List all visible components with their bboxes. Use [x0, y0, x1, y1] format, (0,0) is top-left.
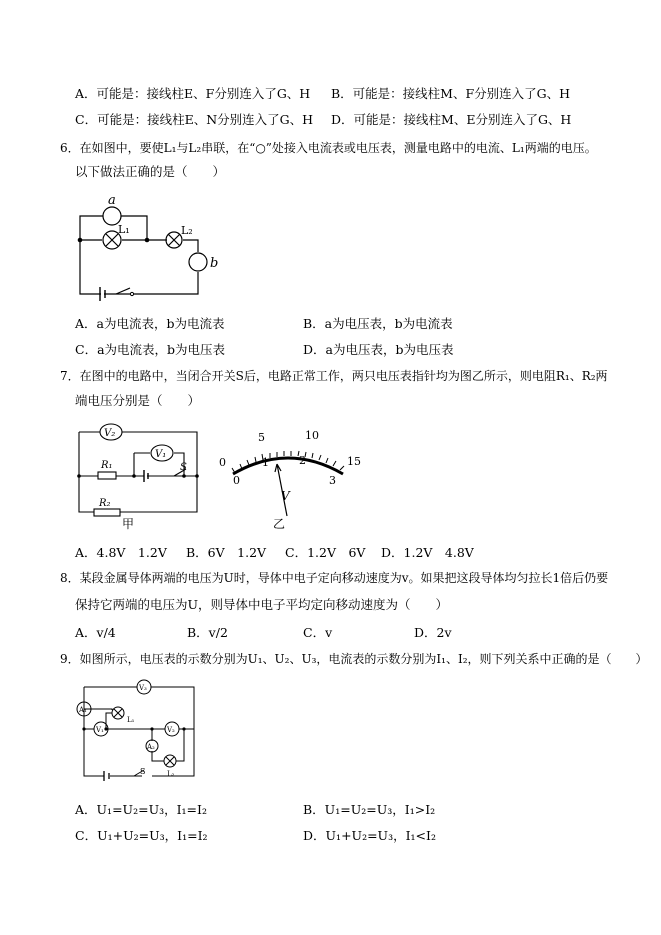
q5-option-d: D．可能是：接线柱M、E分别连入了G、H: [331, 112, 572, 127]
q6-circuit-figure: [70, 190, 220, 300]
q8-option-a: A．v/4: [75, 625, 116, 640]
q8-option-c: C．v: [303, 625, 333, 640]
q9-circuit-figure: [72, 676, 202, 786]
q9-label-v1: V₁: [96, 726, 104, 734]
q6-label-b: b: [210, 256, 219, 271]
q7-stem-line2: 端电压分别是（ ）: [75, 393, 201, 408]
q8-option-b: B．v/2: [187, 625, 228, 640]
q6-stem-line1: 6．在如图中，要使L₁与L₂串联，在“○”处接入电流表或电压表，测量电路中的电流、L₁两端的电压。: [60, 141, 597, 155]
q7-option-d: D．1.2V 4.8V: [381, 545, 474, 560]
q7-label-v1: V₁: [155, 449, 167, 460]
q6-stem-line2: 以下做法正确的是（ ）: [75, 164, 226, 179]
q9-option-a: A．U₁=U₂=U₃，I₁=I₂: [75, 802, 207, 817]
q7-label-r1: R₁: [101, 460, 113, 471]
q5-option-b: B．可能是：接线柱M、F分别连入了G、H: [331, 86, 571, 101]
q7-scale-bottom-3: 3: [329, 474, 336, 487]
q6-option-d: D．a为电压表，b为电压表: [303, 342, 454, 357]
q5-option-a: A．可能是：接线柱E、F分别连入了G、H: [75, 86, 311, 101]
q9-option-b: B．U₁=U₂=U₃，I₁>I₂: [303, 802, 436, 817]
q7-stem-line1: 7．在图中的电路中，当闭合开关S后，电路正常工作，两只电压表指针均为图乙所示，则电阻R₁、R₂两: [60, 369, 608, 383]
q9-label-l2: L₂: [167, 770, 175, 778]
q7-label-s: S: [180, 462, 187, 473]
q7-option-c: C．1.2V 6V: [285, 545, 366, 560]
q8-stem-line2: 保持它两端的电压为U，则导体中电子平均定向移动速度为（ ）: [75, 597, 449, 612]
q9-label-s: S: [140, 767, 146, 776]
q7-scale-top-0: 0: [219, 456, 226, 469]
q9-label-v2: V₂: [167, 726, 175, 734]
q6-option-b: B．a为电压表，b为电流表: [303, 316, 453, 331]
q9-label-a1: A₁: [79, 706, 87, 714]
q7-label-r2: R₂: [99, 498, 111, 509]
q7-scale-bottom-2: 2: [299, 454, 306, 467]
q9-stem-line1: 9．如图所示，电压表的示数分别为U₁、U₂、U₃，电流表的示数分别为I₁、I₂，则下列关系中正确的是（ ）: [60, 652, 648, 666]
q9-label-v3: V₃: [139, 684, 147, 692]
q7-label-v2: V₂: [104, 428, 116, 439]
q7-circuit-figure-jia: [74, 420, 204, 535]
q7-scale-bottom-1: 1: [262, 456, 269, 469]
q7-caption-jia: 甲: [122, 517, 135, 531]
q7-option-a: A．4.8V 1.2V: [75, 545, 167, 560]
q5-option-c: C．可能是：接线柱E、N分别连入了G、H: [75, 112, 314, 127]
q7-caption-yi: 乙: [273, 517, 286, 531]
q7-scale-bottom-0: 0: [233, 474, 240, 487]
q8-stem-line1: 8．某段金属导体两端的电压为U时，导体中电子定向移动速度为v。如果把这段导体均匀拉长1倍后仍要: [60, 571, 609, 585]
q6-option-a: A．a为电流表，b为电流表: [75, 316, 225, 331]
q6-option-c: C．a为电流表，b为电压表: [75, 342, 226, 357]
q8-option-d: D．2v: [414, 625, 452, 640]
q6-label-l2: L₂: [181, 224, 193, 237]
q7-scale-top-10: 10: [305, 429, 319, 442]
q7-option-b: B．6V 1.2V: [186, 545, 267, 560]
q6-label-l1: L₁: [118, 223, 130, 236]
q7-scale-top-15: 15: [347, 455, 361, 468]
q7-scale-top-5: 5: [258, 431, 265, 444]
q7-pointer-label: V: [281, 489, 290, 503]
q9-option-d: D．U₁+U₂=U₃，I₁<I₂: [303, 828, 436, 843]
q9-label-l1: L₁: [127, 716, 135, 724]
q6-label-a: a: [108, 193, 116, 208]
q7-voltmeter-dial-yi: [215, 424, 365, 534]
q9-label-a2: A₂: [147, 743, 155, 751]
q9-option-c: C．U₁+U₂=U₃，I₁=I₂: [75, 828, 208, 843]
